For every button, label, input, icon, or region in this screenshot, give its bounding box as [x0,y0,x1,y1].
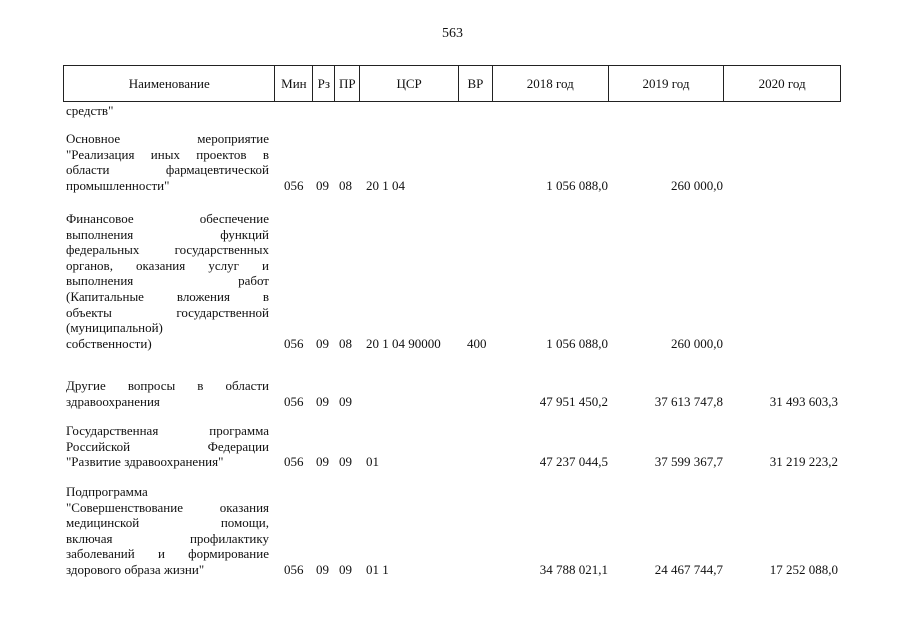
row-name [66,103,269,119]
row-pr: 08 [339,335,352,351]
row-vr: 400 [467,335,487,351]
row-name-line: включая профилактику [66,530,269,546]
row-name-line: Финансовое обеспечение [66,211,269,226]
row-min: 056 [284,562,304,577]
row-value-2018: 47 951 450,2 [539,393,608,409]
row-csr: 01 [366,454,379,470]
row-name-line: Другие вопросы в области [66,378,269,393]
row-csr: 20 1 04 90000 [366,335,441,351]
row-value-2020: 17 252 088,0 [769,562,838,577]
row-name-line: Государственная программа [66,423,269,438]
row-name [66,131,269,193]
row-name-line: федеральных государственных [66,242,269,258]
header-2020: 2020 год [758,75,806,91]
row-csr: 01 1 [366,562,389,577]
row-rz: 09 [316,393,329,409]
row-value-2019: 24 467 744,7 [654,562,723,577]
row-min: 056 [284,177,304,193]
row-value-2019: 260 000,0 [671,335,723,351]
header-vr: ВР [459,66,493,101]
header-rz: Рз [313,66,335,101]
row-name [66,484,269,578]
row-name-line: Подпрограмма [66,484,148,499]
row-name-line: здравоохранения [66,393,160,409]
header-pr: ПР [335,66,360,101]
row-value-2019: 260 000,0 [671,177,723,193]
row-name-line: здорового образа жизни" [66,561,205,577]
row-min: 056 [284,335,304,351]
row-name-line: области фармацевтической [66,162,269,178]
row-name-line: "Реализация иных проектов в [66,146,269,162]
row-rz: 09 [316,177,329,193]
header-2019: 2019 год [609,66,725,101]
row-value-2019: 37 599 367,7 [654,454,723,470]
row-pr: 09 [339,562,352,577]
row-name-line: "Совершенствование оказания [66,499,269,515]
page-number: 563 [442,26,463,41]
row-value-2018: 47 237 044,5 [539,454,608,470]
row-name-line: выполнения работ [66,273,269,289]
row-name-line: Основное мероприятие [66,131,269,146]
row-name-line: органов, оказания услуг и [66,257,269,273]
row-value-2018: 34 788 021,1 [539,562,608,577]
row-pr: 09 [339,454,352,470]
row-name-line: медицинской помощи, [66,515,269,531]
row-rz: 09 [316,562,329,577]
row-value-2020: 31 219 223,2 [769,454,838,470]
row-pr: 09 [339,393,352,409]
header-name: Наименование [64,66,275,101]
row-name-line: (муниципальной) [66,320,163,336]
row-min: 056 [284,454,304,470]
row-name [66,211,269,351]
row-csr: 20 1 04 [366,177,405,193]
row-rz: 09 [316,335,329,351]
header-min: Мин [275,66,313,101]
row-min: 056 [284,393,304,409]
row-name-line: (Капитальные вложения в [66,288,269,304]
row-name-line: "Развитие здравоохранения" [66,454,224,470]
row-name [66,423,269,470]
row-rz: 09 [316,454,329,470]
row-name-line: выполнения функций [66,226,269,242]
row-name-line: объекты государственной [66,304,269,320]
row-name-line: Российской Федерации [66,438,269,454]
header-2018: 2018 год [493,66,609,101]
row-value-2019: 37 613 747,8 [654,393,723,409]
row-pr: 08 [339,177,352,193]
row-name-line: заболеваний и формирование [66,546,269,562]
row-value-2020: 31 493 603,3 [769,393,838,409]
row-name-line: собственности) [66,335,152,351]
row-name-line: средств" [66,103,114,118]
row-value-2018: 1 056 088,0 [546,335,608,351]
table-header [63,65,841,102]
row-value-2018: 1 056 088,0 [546,177,608,193]
row-name [66,378,269,409]
row-name-line: промышленности" [66,177,170,193]
header-csr: ЦСР [360,66,459,101]
